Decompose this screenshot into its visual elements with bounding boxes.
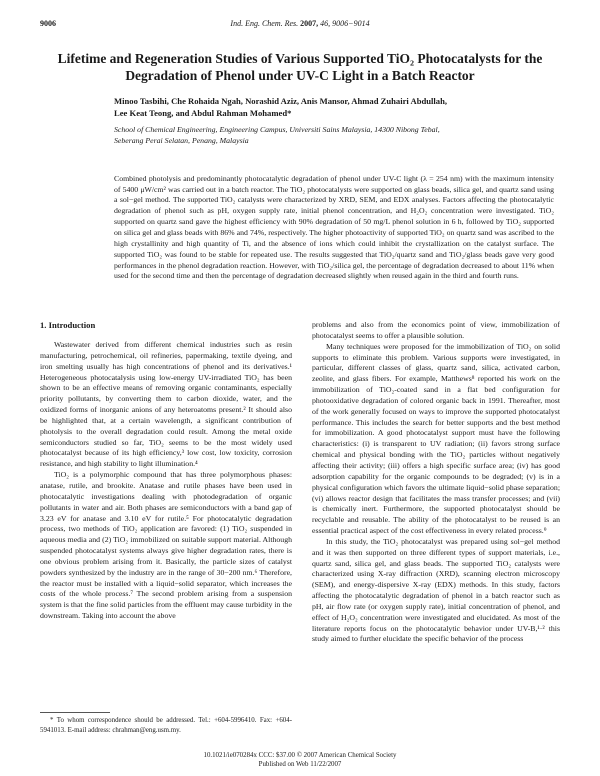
journal-year: 2007, [300, 19, 319, 28]
footnote-divider [40, 712, 110, 713]
journal-name: Ind. Eng. Chem. Res. [230, 19, 299, 28]
body-paragraph: TiO₂ is a polymorphic compound that has three polymorphous phases: anatase, rutile, and brookite. Anatase and rutile phases have been used in photocatalytic investigations dealing with photodegradation of organic pollutants in water and air. Both phases are semiconductors with a band gap of 3.23 eV for anatase and 3.10 eV for rutile.⁵ For photocatalytic degradation process, two methods of TiO₂ application are favored: (1) TiO₂ suspended in aqueous media and (2) TiO₂ immobilized on suitable support material. Although suspended photocatalyst systems always give higher degradation rates, there is one obvious problem arising from it. Basically, the particle sizes of catalyst powders synthesized by the industry are in the range of 30−200 nm.⁶ Therefore, the reactor must be installed with a liquid−solid separator, which increases the costs of the whole process.⁷ The second problem arising from a suspension system is that the fine solid particles from the effluent may cause turbidity in the downstream. Taking into account the above [40, 470, 292, 621]
left-column [40, 319, 292, 622]
body-paragraph: In this study, the TiO₂ photocatalyst was prepared using sol−gel method and it was then supported on three different types of support materials, i.e., quartz sand, silica gel, and glass beads. The supported TiO₂ catalysts were characterized using X-ray diffraction (XRD), scanning electron microscopy (SEM), and energy-dispersive X-ray (EDX) methods. In this study, factors affecting the photocatalytic degradation of phenol in a batch reactor such as pH, air flow rate (or oxygen supply rate), initial concentration of phenol, and effect of H₂O₂ concentration were investigated and elucidated. As most of the literature reports focus on the photocatalytic behavior under UV-B,¹·² this study aimed to further elucidate the specific behavior of the process [312, 536, 560, 644]
doi-line: 10.1021/ie070284x CCC: $37.00 © 2007 American Chemical Society [203, 752, 397, 759]
journal-citation [40, 18, 560, 30]
affiliation-line: Seberang Perai Selatan, Penang, Malaysia [114, 136, 249, 145]
running-header [40, 18, 560, 30]
affiliation-line: School of Chemical Engineering, Engineering Campus, Universiti Sains Malaysia, 14300 Nibong Tebal, [114, 125, 440, 134]
author-line: Lee Keat Teong, and Abdul Rahman Mohamed* [114, 108, 292, 118]
body-paragraph: Many techniques were proposed for the immobilization of TiO₂ on solid supports to eliminate this problem. Various supports were investigated, in particular, different classes of glass, quartz sand, silica, activated carbon, zeolite, and glass fibers. For example, Matthews⁸ reported his work on the immobilization of TiO₂-coated sand in a flat bed configuration for photooxidative degradation of colored organic back in 1991. Thereafter, most of the work generally focused on ways to improve the supported photocatalyst performance. This includes the search for better supports and the best method for immobilization. A good photocatalyst support must have the following characteristics: (i) is transparent to UV radiation; (ii) favors strong surface chemical and physical bonding with the TiO₂ particles without negatively affecting their activity; (iii) offers a high specific surface area; (iv) has good adsorption capability for the organic compounds to be degraded; (v) is in a physical configuration which favors the ultimate liquid−solid phase separation; (vi) allows reactor design that facilitates the mass transfer processes; and (vii) is chemically inert. Furthermore, the supported photocatalyst should be recyclable and reusable. The ability of the photocatalyst to be reused is an essential practical aspect of the cost effectiveness in every related process.⁹ [312, 341, 560, 536]
page-footer [40, 751, 560, 769]
publication-date: Published on Web 11/22/2007 [258, 761, 342, 768]
affiliation [114, 124, 550, 146]
body-paragraph: Wastewater derived from different chemical industries such as resin manufacturing, petrochemical, oil refineries, papermaking, textile dyeing, and iron smelting usually has high concentrations of phenol and its derivatives.¹ Heterogeneous photocatalysis using low-energy UV-irradiated TiO₂ has been shown to be an effective means of removing organic contaminants, especially priority pollutants, by converting them to carbon dioxide, water, and the oxidized forms of inorganic anions of any heteroatoms present.² It should also be highlighted that, at a certain wavelength, a significant contribution of photolysis to the overall degradation could result. Among the metal oxide semiconductors studied so far, TiO₂ seems to be the most widely used photocatalyst because of its high efficiency,³ low cost, low toxicity, corrosion resistance, and high stability to light illumination.⁴ [40, 340, 292, 469]
author-list [114, 95, 554, 119]
section-heading: 1. Introduction [40, 320, 96, 330]
article-title: Lifetime and Regeneration Studies of Various Supported TiO₂ Photocatalysts for the Degradation of Phenol under UV-C Light in a Batch Reactor [57, 51, 543, 83]
abstract: Combined photolysis and predominantly photocatalytic degradation of phenol under UV-C light (λ = 254 nm) with the maximum intensity of 5400 μW/cm² was carried out in a batch reactor. The TiO₂ photocatalysts were supported on glass beads, silica gel, and quartz sand using a sol−gel method. The supported TiO₂ catalysts were characterized by XRD, SEM, and EDX analyses. Factors affecting the photocatalytic degradation of phenol such as pH, oxygen supply rate, initial phenol concentration, and H₂O₂ concentration were investigated. TiO₂ supported on quartz sand gave the highest efficiency with 90% degradation of 50 mg/L phenol solution in 6 h, followed by TiO₂ supported on silica gel and glass beads with 86% and 74%, respectively. The higher photoactivity of supported TiO₂ on quartz sand was ascribed to the high crystallinity and high quantity of Ti, and the absence of ions which could inhibit the crystallization on the catalyst surface. The supported TiO₂ was found to be stable for repeated use. The results suggested that TiO₂/quartz sand and TiO₂/glass beads gave very good performances in the phenol degradation reaction. However, with TiO₂/silica gel, the percentage of degradation decreased to about 11% when used for the second time and then the percentage of degradation decreased slightly when reused again in the third and fourth runs. [114, 173, 554, 281]
journal-volume-pages: 46, 9006−9014 [320, 19, 370, 28]
right-column [312, 320, 560, 645]
correspondence-footnote: * To whom correspondence should be addressed. Tel.: +604-5996410. Fax: +604-5941013. E-mail address: chrahman@eng.usm.my. [40, 717, 292, 734]
body-paragraph: problems and also from the economics point of view, immobilization of photocatalyst seems to offer a plausible solution. [312, 320, 560, 340]
author-line: Minoo Tasbihi, Che Rohaida Ngah, Norashid Aziz, Anis Mansor, Ahmad Zuhairi Abdullah, [114, 96, 448, 106]
page-number: 9006 [40, 19, 56, 28]
